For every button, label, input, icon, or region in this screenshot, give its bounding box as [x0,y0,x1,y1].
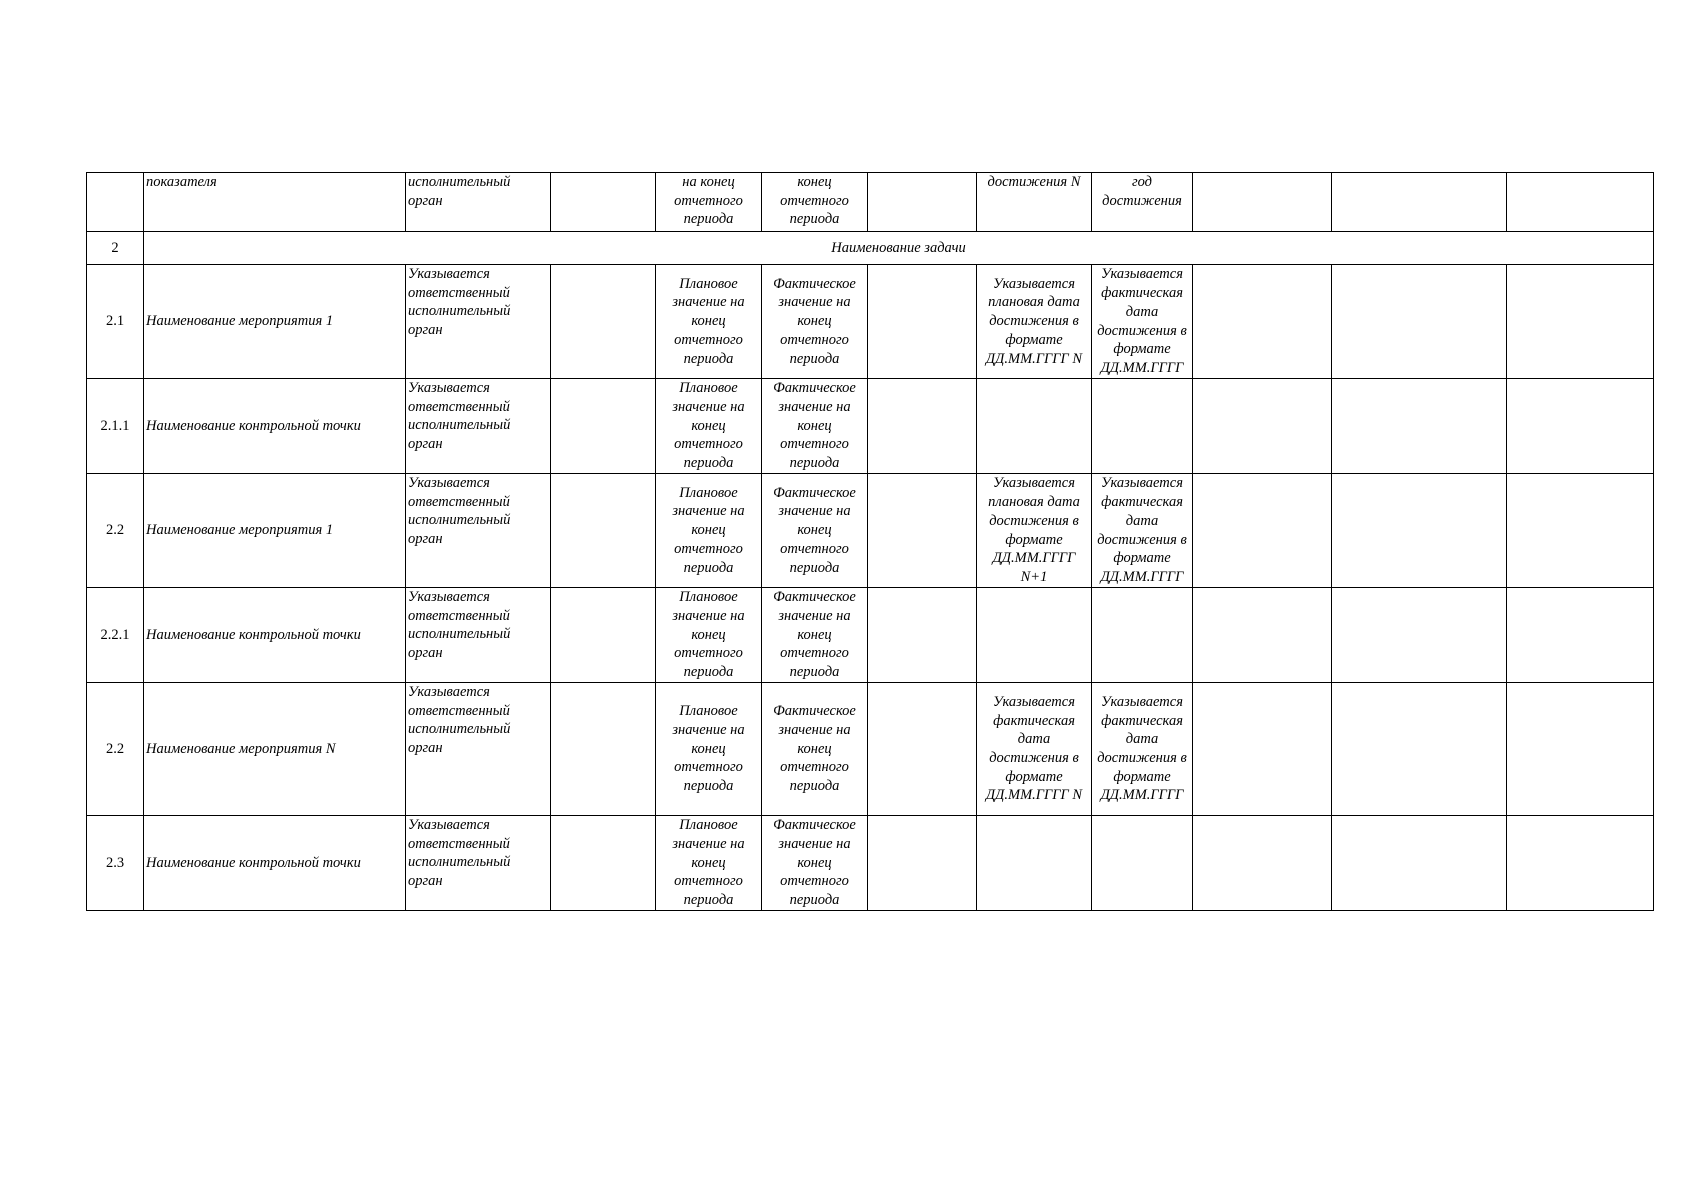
row-plan-value: Плановое значение на конец отчетного периода [656,588,762,683]
report-table [86,172,1654,911]
row-fact-date [1092,588,1193,683]
table-row [87,265,1654,379]
row-name: Наименование мероприятия N [144,683,406,816]
row-empty-cell [868,683,977,816]
row-empty-cell [551,379,656,474]
row-number: 2.1 [87,265,144,379]
header-cell-plan-date: достижения N [977,173,1092,232]
row-plan-value: Плановое значение на конец отчетного периода [656,474,762,588]
row-empty-cell [1507,379,1654,474]
header-cell-fact: конец отчетного периода [762,173,868,232]
row-executor: Указывается ответственный исполнительный орган [406,683,551,816]
row-fact-value: Фактическое значение на конец отчетного периода [762,683,868,816]
table-row [87,816,1654,911]
header-cell-empty [1332,173,1507,232]
row-fact-date [1092,379,1193,474]
row-empty-cell [868,265,977,379]
row-fact-date: Указывается фактическая дата достижения в формате ДД.ММ.ГГГГ [1092,474,1193,588]
row-plan-value: Плановое значение на конец отчетного периода [656,379,762,474]
row-empty-cell [1332,379,1507,474]
row-empty-cell [551,265,656,379]
row-empty-cell [1332,683,1507,816]
row-empty-cell [551,816,656,911]
row-executor: Указывается ответственный исполнительный орган [406,588,551,683]
row-fact-value: Фактическое значение на конец отчетного периода [762,474,868,588]
row-plan-value: Плановое значение на конец отчетного периода [656,265,762,379]
row-plan-date: Указывается фактическая дата достижения в формате ДД.ММ.ГГГГ N [977,683,1092,816]
header-cell-number [87,173,144,232]
row-empty-cell [1507,816,1654,911]
row-empty-cell [1193,265,1332,379]
header-cell-fact-date: год достижения [1092,173,1193,232]
row-empty-cell [1332,265,1507,379]
row-empty-cell [1507,683,1654,816]
header-cell-empty [868,173,977,232]
row-plan-date [977,816,1092,911]
row-name: Наименование мероприятия 1 [144,474,406,588]
row-fact-date: Указывается фактическая дата достижения в формате ДД.ММ.ГГГГ [1092,265,1193,379]
header-cell-plan: на конец отчетного периода [656,173,762,232]
row-empty-cell [868,474,977,588]
row-empty-cell [1507,474,1654,588]
row-executor: Указывается ответственный исполнительный орган [406,816,551,911]
row-number: 2.2.1 [87,588,144,683]
row-name: Наименование мероприятия 1 [144,265,406,379]
row-number: 2.2 [87,683,144,816]
header-cell-empty [1193,173,1332,232]
row-name: Наименование контрольной точки [144,816,406,911]
row-number: 2.2 [87,474,144,588]
row-fact-date [1092,816,1193,911]
row-empty-cell [1332,816,1507,911]
task-row [87,232,1654,265]
row-empty-cell [551,683,656,816]
table-row [87,474,1654,588]
table-row [87,379,1654,474]
header-cell-indicator: показателя [144,173,406,232]
row-empty-cell [1193,588,1332,683]
row-empty-cell [1193,816,1332,911]
row-fact-value: Фактическое значение на конец отчетного периода [762,379,868,474]
row-plan-date [977,588,1092,683]
row-plan-date [977,379,1092,474]
row-fact-value: Фактическое значение на конец отчетного периода [762,816,868,911]
header-cell-empty [551,173,656,232]
row-empty-cell [551,588,656,683]
row-number: 2.1.1 [87,379,144,474]
table-row [87,588,1654,683]
row-name: Наименование контрольной точки [144,379,406,474]
table-row [87,683,1654,816]
row-empty-cell [1193,379,1332,474]
row-fact-value: Фактическое значение на конец отчетного периода [762,265,868,379]
row-empty-cell [868,379,977,474]
row-plan-date: Указывается плановая дата достижения в формате ДД.ММ.ГГГГ N+1 [977,474,1092,588]
row-empty-cell [551,474,656,588]
header-continuation-row [87,173,1654,232]
row-empty-cell [1507,265,1654,379]
row-fact-value: Фактическое значение на конец отчетного периода [762,588,868,683]
row-number: 2.3 [87,816,144,911]
row-plan-value: Плановое значение на конец отчетного периода [656,683,762,816]
row-executor: Указывается ответственный исполнительный орган [406,474,551,588]
row-plan-date: Указывается плановая дата достижения в формате ДД.ММ.ГГГГ N [977,265,1092,379]
row-empty-cell [1332,588,1507,683]
row-empty-cell [1332,474,1507,588]
task-title: Наименование задачи [144,232,1654,265]
header-cell-executor: исполнительный орган [406,173,551,232]
task-number: 2 [87,232,144,265]
row-fact-date: Указывается фактическая дата достижения в формате ДД.ММ.ГГГГ [1092,683,1193,816]
row-executor: Указывается ответственный исполнительный орган [406,265,551,379]
row-name: Наименование контрольной точки [144,588,406,683]
row-plan-value: Плановое значение на конец отчетного периода [656,816,762,911]
row-executor: Указывается ответственный исполнительный орган [406,379,551,474]
header-cell-empty [1507,173,1654,232]
row-empty-cell [1193,683,1332,816]
row-empty-cell [1193,474,1332,588]
row-empty-cell [868,816,977,911]
row-empty-cell [868,588,977,683]
row-empty-cell [1507,588,1654,683]
